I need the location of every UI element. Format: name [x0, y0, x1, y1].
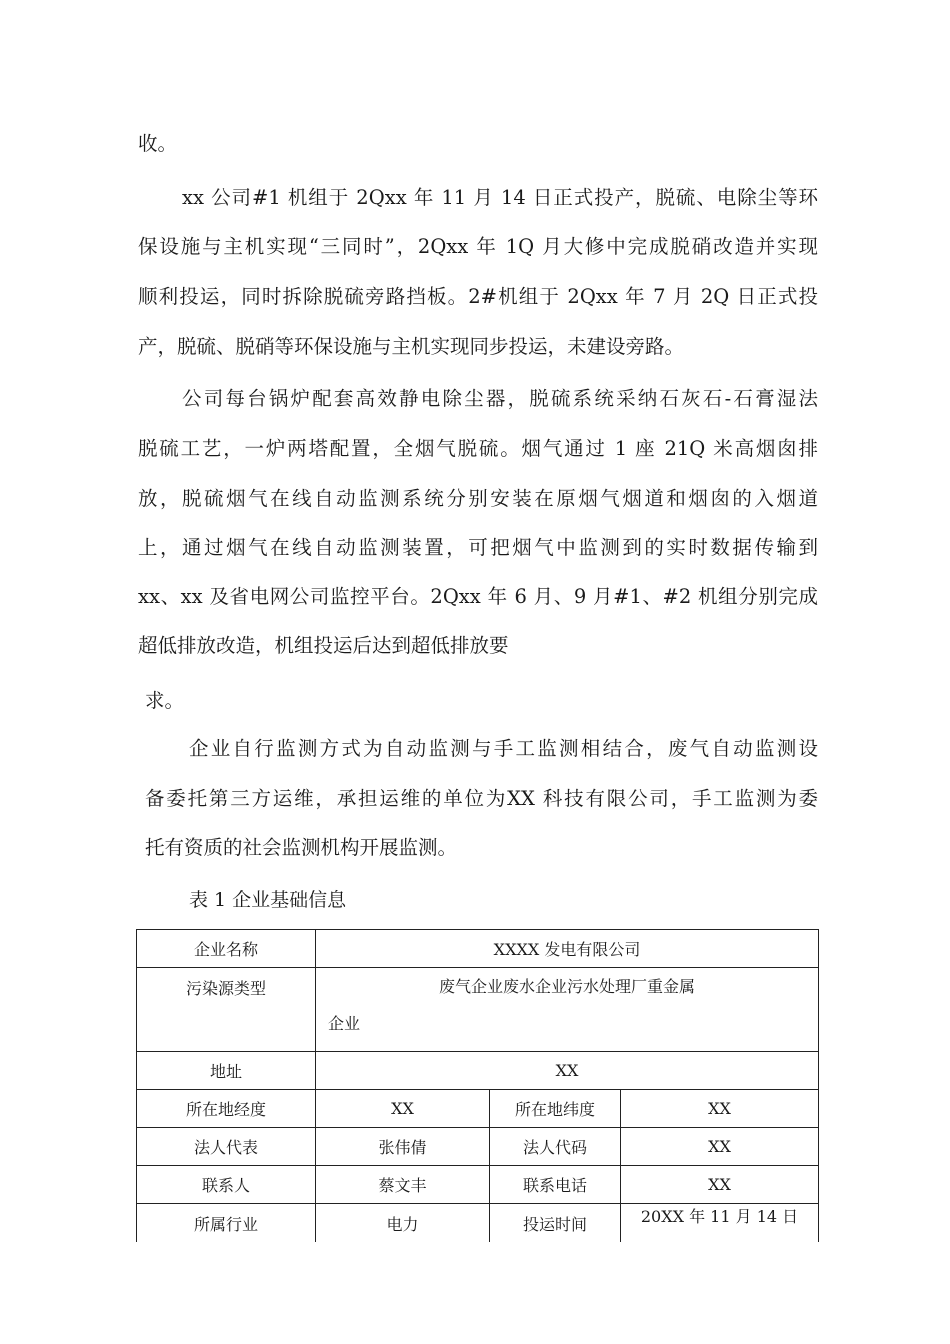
table-row [137, 930, 819, 968]
legal-code-label: 法人代码 [490, 1128, 621, 1166]
paragraph-line: 保设施与主机实现“三同时”，2Qxx 年 1Q 月大修中完成脱硝改造并实现 [138, 235, 818, 258]
phone-label: 联系电话 [490, 1166, 621, 1204]
paragraph-line: 超低排放改造，机组投运后达到超低排放要 [138, 634, 509, 657]
paragraph-line: 备委托第三方运维，承担运维的单位为XX 科技有限公司，手工监测为委 [145, 787, 818, 810]
latitude-value: XX [621, 1090, 819, 1128]
pollution-type-value [316, 968, 819, 1052]
table-row [137, 968, 819, 1052]
paragraph-line: xx、xx 及省电网公司监控平台。2Qxx 年 6 月、9 月#1、#2 机组分别完成 [138, 585, 818, 608]
table-row [137, 1128, 819, 1166]
operation-time-label: 投运时间 [490, 1204, 621, 1243]
paragraph-line: xx 公司#1 机组于 2Qxx 年 11 月 14 日正式投产，脱硫、电除尘等环 [182, 186, 818, 209]
legal-rep-label: 法人代表 [137, 1128, 316, 1166]
latitude-label: 所在地纬度 [490, 1090, 621, 1128]
pollution-type-line: 企业 [328, 1014, 361, 1033]
table-row [137, 1090, 819, 1128]
table-row [137, 1204, 819, 1243]
longitude-value: XX [316, 1090, 490, 1128]
paragraph-line: 脱硫工艺，一炉两塔配置，全烟气脱硫。烟气通过 1 座 21Q 米高烟囱排 [138, 437, 818, 460]
industry-value: 电力 [316, 1204, 490, 1243]
paragraph-line: 托有资质的社会监测机构开展监测。 [145, 836, 458, 859]
operation-time-value: 20XX 年 11 月 14 日 [621, 1204, 819, 1243]
paragraph-line: 求。 [145, 689, 185, 712]
legal-rep-value: 张伟倩 [316, 1128, 490, 1166]
paragraph-line: 公司每台锅炉配套高效静电除尘器，脱硫系统采纳石灰石-石膏湿法 [182, 387, 818, 410]
phone-value: XX [621, 1166, 819, 1204]
company-name-label: 企业名称 [137, 930, 316, 968]
industry-label: 所属行业 [137, 1204, 316, 1243]
paragraph-line: 企业自行监测方式为自动监测与手工监测相结合，废气自动监测设 [189, 737, 818, 760]
contact-value: 蔡文丰 [316, 1166, 490, 1204]
company-name-value: XXXX 发电有限公司 [316, 930, 819, 968]
paragraph-line: 放，脱硫烟气在线自动监测系统分别安装在原烟气烟道和烟囱的入烟道 [138, 487, 818, 510]
legal-code-value: XX [621, 1128, 819, 1166]
paragraph-line: 收。 [138, 132, 178, 155]
table-row [137, 1166, 819, 1204]
longitude-label: 所在地经度 [137, 1090, 316, 1128]
contact-label: 联系人 [137, 1166, 316, 1204]
table-row [137, 1052, 819, 1090]
pollution-type-label: 污染源类型 [137, 968, 316, 1052]
paragraph-line: 产，脱硫、脱硝等环保设施与主机实现同步投运，未建设旁路。 [138, 335, 685, 358]
company-info-table [136, 929, 819, 1242]
table-caption: 表 1 企业基础信息 [189, 889, 347, 911]
paragraph-line: 顺利投运，同时拆除脱硫旁路挡板。2#机组于 2Qxx 年 7 月 2Q 日正式投 [138, 285, 818, 308]
address-label: 地址 [137, 1052, 316, 1090]
address-value: XX [316, 1052, 819, 1090]
paragraph-line: 上，通过烟气在线自动监测装置，可把烟气中监测到的实时数据传输到 [138, 536, 818, 559]
pollution-type-line: 废气企业废水企业污水处理厂重金属 [438, 977, 695, 996]
